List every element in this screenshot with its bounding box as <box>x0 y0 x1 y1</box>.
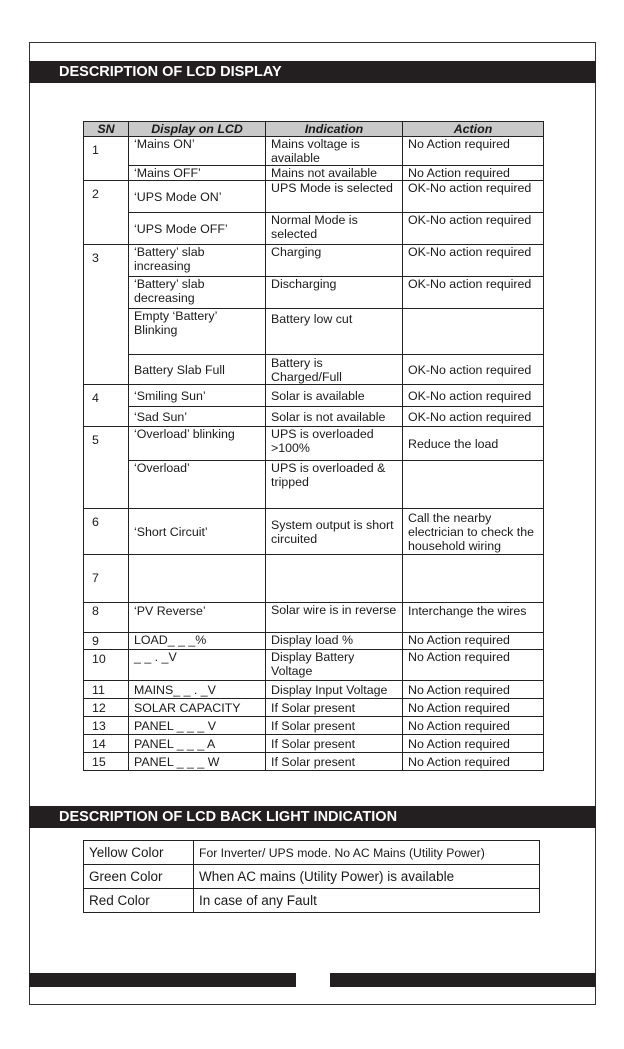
table-row <box>84 735 544 753</box>
display-cell: Battery Slab Full <box>129 355 266 385</box>
action-cell <box>403 309 544 355</box>
indication-cell: Solar is available <box>266 385 403 407</box>
action-cell: No Action required <box>403 717 544 735</box>
sn-cell: 1 <box>84 137 129 181</box>
section-title-back-light: DESCRIPTION OF LCD BACK LIGHT INDICATION <box>29 806 596 828</box>
sn-cell: 6 <box>84 509 129 555</box>
display-cell: ‘Mains ON’ <box>129 137 266 166</box>
action-cell: OK-No action required <box>403 245 544 277</box>
action-cell: No Action required <box>403 681 544 699</box>
table-row <box>84 461 544 509</box>
indication-cell: System output is short circuited <box>266 509 403 555</box>
indication-cell: Display Input Voltage <box>266 681 403 699</box>
sn-cell: 12 <box>84 699 129 717</box>
meaning-cell: When AC mains (Utility Power) is available <box>194 865 540 889</box>
indication-cell <box>266 555 403 603</box>
display-cell: SOLAR CAPACITY <box>129 699 266 717</box>
table-row <box>84 650 544 681</box>
action-cell: OK-No action required <box>403 385 544 407</box>
indication-cell: If Solar present <box>266 717 403 735</box>
display-cell <box>129 555 266 603</box>
indication-cell: Solar wire is in reverse <box>266 603 403 633</box>
table-row <box>84 355 544 385</box>
table-row <box>84 603 544 633</box>
color-cell: Green Color <box>84 865 194 889</box>
action-cell: No Action required <box>403 137 544 166</box>
action-cell: No Action required <box>403 633 544 650</box>
sn-cell: 8 <box>84 603 129 633</box>
action-cell: OK-No action required <box>403 213 544 245</box>
display-cell: PANEL _ _ _ W <box>129 753 266 771</box>
action-cell: Interchange the wires <box>403 603 544 633</box>
indication-cell: Display Battery Voltage <box>266 650 403 681</box>
display-cell: ‘UPS Mode OFF’ <box>129 213 266 245</box>
table-row <box>84 407 544 427</box>
lcd-display-table <box>83 121 544 771</box>
display-cell: ‘Battery’ slab increasing <box>129 245 266 277</box>
table-row <box>84 865 540 889</box>
indication-cell: UPS is overloaded & tripped <box>266 461 403 509</box>
action-cell: No Action required <box>403 753 544 771</box>
action-cell: OK-No action required <box>403 407 544 427</box>
display-cell: ‘PV Reverse’ <box>129 603 266 633</box>
table-row <box>84 137 544 166</box>
indication-cell: UPS is overloaded >100% <box>266 427 403 461</box>
action-cell: No Action required <box>403 166 544 181</box>
table-row <box>84 166 544 181</box>
sn-cell: 4 <box>84 385 129 427</box>
action-cell: Call the nearby electrician to check the household wiring <box>403 509 544 555</box>
meaning-cell: In case of any Fault <box>194 889 540 913</box>
footer-bar-right <box>330 973 596 987</box>
table-row <box>84 385 544 407</box>
sn-cell: 5 <box>84 427 129 509</box>
indication-cell: Charging <box>266 245 403 277</box>
action-cell: OK-No action required <box>403 277 544 309</box>
indication-cell: Battery is Charged/Full <box>266 355 403 385</box>
table-row <box>84 681 544 699</box>
table-row <box>84 753 544 771</box>
indication-cell: Battery low cut <box>266 309 403 355</box>
action-cell: Reduce the load <box>403 427 544 461</box>
display-cell: ‘Battery’ slab decreasing <box>129 277 266 309</box>
action-cell: OK-No action required <box>403 181 544 213</box>
color-cell: Red Color <box>84 889 194 913</box>
header-sn: SN <box>84 122 129 137</box>
action-cell <box>403 555 544 603</box>
table-row <box>84 427 544 461</box>
display-cell: ‘Short Circuit’ <box>129 509 266 555</box>
section-title-lcd-display: DESCRIPTION OF LCD DISPLAY <box>29 61 596 83</box>
indication-cell: If Solar present <box>266 753 403 771</box>
footer-bar-left <box>29 973 296 987</box>
table-row <box>84 277 544 309</box>
display-cell: ‘Mains OFF’ <box>129 166 266 181</box>
indication-cell: Display load % <box>266 633 403 650</box>
display-cell: ‘Overload’ <box>129 461 266 509</box>
action-cell: OK-No action required <box>403 355 544 385</box>
table-row <box>84 699 544 717</box>
indication-cell: If Solar present <box>266 735 403 753</box>
display-cell: PANEL _ _ _ A <box>129 735 266 753</box>
action-cell: No Action required <box>403 650 544 681</box>
sn-cell: 9 <box>84 633 129 650</box>
backlight-table <box>83 840 540 913</box>
indication-cell: Mains not available <box>266 166 403 181</box>
sn-cell: 11 <box>84 681 129 699</box>
indication-cell: If Solar present <box>266 699 403 717</box>
header-indication: Indication <box>266 122 403 137</box>
display-cell: LOAD_ _ _% <box>129 633 266 650</box>
sn-cell: 2 <box>84 181 129 245</box>
indication-cell: Solar is not available <box>266 407 403 427</box>
sn-cell: 15 <box>84 753 129 771</box>
sn-cell: 14 <box>84 735 129 753</box>
display-cell: ‘Overload’ blinking <box>129 427 266 461</box>
table-row <box>84 555 544 603</box>
table-row <box>84 213 544 245</box>
indication-cell: UPS Mode is selected <box>266 181 403 213</box>
indication-cell: Mains voltage is available <box>266 137 403 166</box>
color-cell: Yellow Color <box>84 841 194 865</box>
table-row <box>84 245 544 277</box>
header-action: Action <box>403 122 544 137</box>
action-cell <box>403 461 544 509</box>
indication-cell: Normal Mode is selected <box>266 213 403 245</box>
table-row <box>84 181 544 213</box>
table-row <box>84 509 544 555</box>
sn-cell: 3 <box>84 245 129 385</box>
display-cell: ‘Smiling Sun’ <box>129 385 266 407</box>
action-cell: No Action required <box>403 735 544 753</box>
table-row <box>84 889 540 913</box>
sn-cell: 7 <box>84 555 129 603</box>
display-cell: ‘UPS Mode ON’ <box>129 181 266 213</box>
display-cell: Empty ‘Battery’ Blinking <box>129 309 266 355</box>
display-cell: PANEL _ _ _ V <box>129 717 266 735</box>
display-cell: ‘Sad Sun’ <box>129 407 266 427</box>
header-display: Display on LCD <box>129 122 266 137</box>
meaning-cell: For Inverter/ UPS mode. No AC Mains (Utility Power) <box>194 841 540 865</box>
table-row <box>84 841 540 865</box>
table-row <box>84 633 544 650</box>
display-cell: MAINS_ _ . _V <box>129 681 266 699</box>
table-row <box>84 309 544 355</box>
table-header-row <box>84 122 544 137</box>
display-cell: _ _ . _V <box>129 650 266 681</box>
sn-cell: 10 <box>84 650 129 681</box>
sn-cell: 13 <box>84 717 129 735</box>
indication-cell: Discharging <box>266 277 403 309</box>
action-cell: No Action required <box>403 699 544 717</box>
table-row <box>84 717 544 735</box>
